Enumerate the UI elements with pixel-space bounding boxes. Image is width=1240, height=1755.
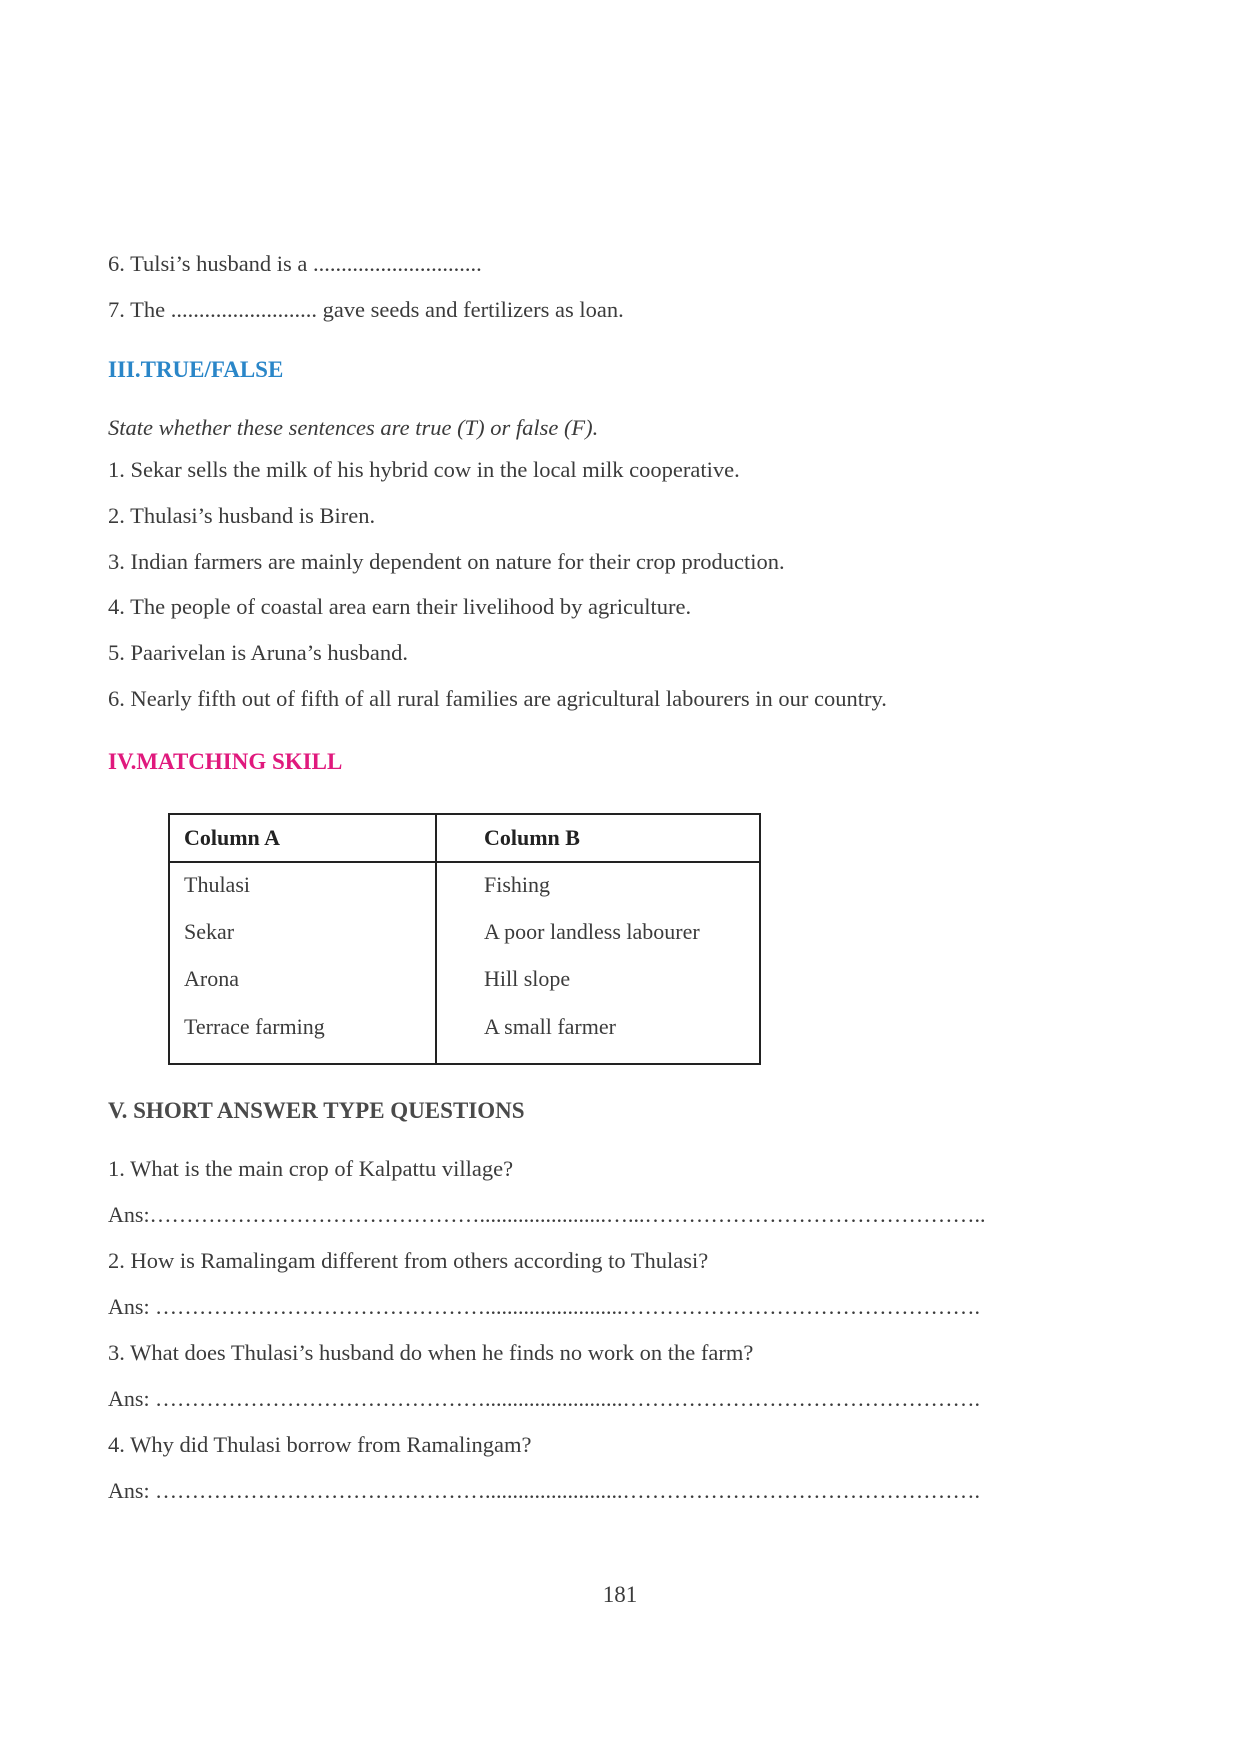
column-a-item: Thulasi [184, 872, 250, 897]
short-answer-heading: V. SHORT ANSWER TYPE QUESTIONS [108, 1098, 525, 1123]
column-b-item: A poor landless labourer [484, 919, 700, 944]
column-a-header: Column A [184, 825, 280, 850]
column-a-item: Terrace farming [184, 1014, 325, 1039]
true-false-item: 2. Thulasi’s husband is Biren. [108, 503, 376, 528]
true-false-item: 6. Nearly fifth out of fifth of all rural families are agricultural labourers in our country. [108, 686, 887, 711]
header-divider [170, 861, 759, 863]
matching-heading: IV.MATCHING SKILL [108, 749, 343, 774]
column-b-header: Column B [484, 825, 580, 850]
question-text: 4. Why did Thulasi borrow from Ramalingam? [108, 1432, 532, 1457]
answer-line: Ans:……………………………………….......................…...……………………………………….. [108, 1202, 986, 1227]
matching-table [168, 813, 761, 1065]
true-false-item: 4. The people of coastal area earn their livelihood by agriculture. [108, 594, 692, 619]
fill-blank-6: 6. Tulsi’s husband is a .............................. [108, 251, 482, 276]
answer-line: Ans: ……………………………………….........................…………………………………………. [108, 1478, 981, 1503]
answer-line: Ans: ……………………………………….........................…………………………………………. [108, 1294, 981, 1319]
true-false-item: 3. Indian farmers are mainly dependent on nature for their crop production. [108, 549, 785, 574]
column-a-item: Arona [184, 966, 239, 991]
true-false-heading: III.TRUE/FALSE [108, 357, 284, 382]
true-false-item: 5. Paarivelan is Aruna’s husband. [108, 640, 408, 665]
question-text: 3. What does Thulasi’s husband do when he finds no work on the farm? [108, 1340, 754, 1365]
question-text: 2. How is Ramalingam different from others according to Thulasi? [108, 1248, 709, 1273]
answer-line: Ans: ……………………………………….........................…………………………………………. [108, 1386, 981, 1411]
true-false-item: 1. Sekar sells the milk of his hybrid cow in the local milk cooperative. [108, 457, 740, 482]
true-false-instruction: State whether these sentences are true (T) or false (F). [108, 415, 599, 440]
column-b-item: Fishing [484, 872, 551, 897]
question-text: 1. What is the main crop of Kalpattu village? [108, 1156, 514, 1181]
fill-blank-7: 7. The .......................... gave seeds and fertilizers as loan. [108, 297, 624, 322]
page-number: 181 [602, 1582, 638, 1607]
column-b-item: Hill slope [484, 966, 571, 991]
column-divider [435, 815, 437, 1063]
column-b-item: A small farmer [484, 1014, 616, 1039]
column-a-item: Sekar [184, 919, 235, 944]
